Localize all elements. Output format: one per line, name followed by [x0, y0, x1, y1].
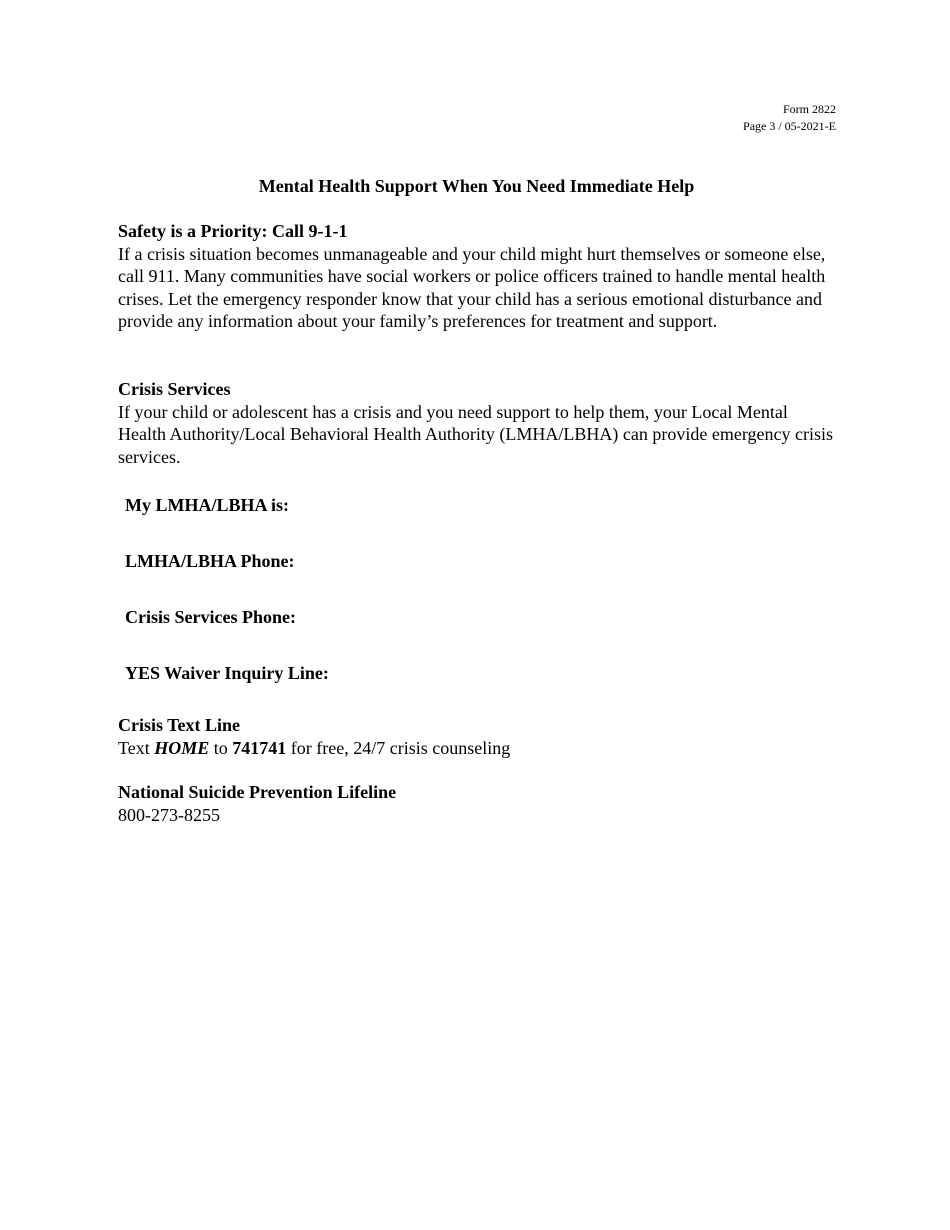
lifeline-heading: National Suicide Prevention Lifeline	[118, 782, 397, 802]
safety-section	[118, 220, 838, 333]
safety-heading: Safety is a Priority: Call 9-1-1	[118, 221, 348, 241]
lifeline-section	[118, 781, 838, 826]
crisis-services-section	[118, 378, 838, 468]
text-keyword: HOME	[154, 737, 210, 758]
crisis-services-heading: Crisis Services	[118, 379, 231, 399]
text-prefix: Text	[118, 737, 150, 758]
page-info: Page 3 / 05-2021-E	[743, 119, 836, 133]
form-number: Form 2822	[782, 102, 836, 116]
safety-body: If a crisis situation becomes unmanageable and your child might hurt themselves or someone else, call 911. Many communities have social workers or police officers trained to handle mental health crises. Let the emergency responder know that your child has a serious emotional disturbance and provide any information about your family’s preferences for treatment and support.	[118, 243, 826, 331]
crisis-text-line-body	[118, 737, 838, 760]
crisis-text-line-heading: Crisis Text Line	[118, 715, 241, 735]
crisis-services-body: If your child or adolescent has a crisis and you need support to help them, your Local Mental Health Authority/Local Behavioral Health Authority (LMHA/LBHA) can provide emergency crisis services.	[118, 401, 833, 467]
crisis-text-line-section	[118, 714, 838, 759]
lmha-field-label: My LMHA/LBHA is:	[125, 495, 290, 515]
lmha-phone-field-label: LMHA/LBHA Phone:	[125, 551, 295, 571]
page-title: Mental Health Support When You Need Immediate Help	[258, 176, 695, 196]
yes-waiver-field-label: YES Waiver Inquiry Line:	[125, 663, 329, 683]
text-to: to	[213, 737, 228, 758]
text-suffix: for free, 24/7 crisis counseling	[290, 737, 511, 758]
text-number: 741741	[232, 737, 287, 758]
form-identifier	[743, 101, 836, 135]
lifeline-phone: 800-273-8255	[118, 804, 220, 825]
crisis-phone-field-label: Crisis Services Phone:	[125, 607, 296, 627]
